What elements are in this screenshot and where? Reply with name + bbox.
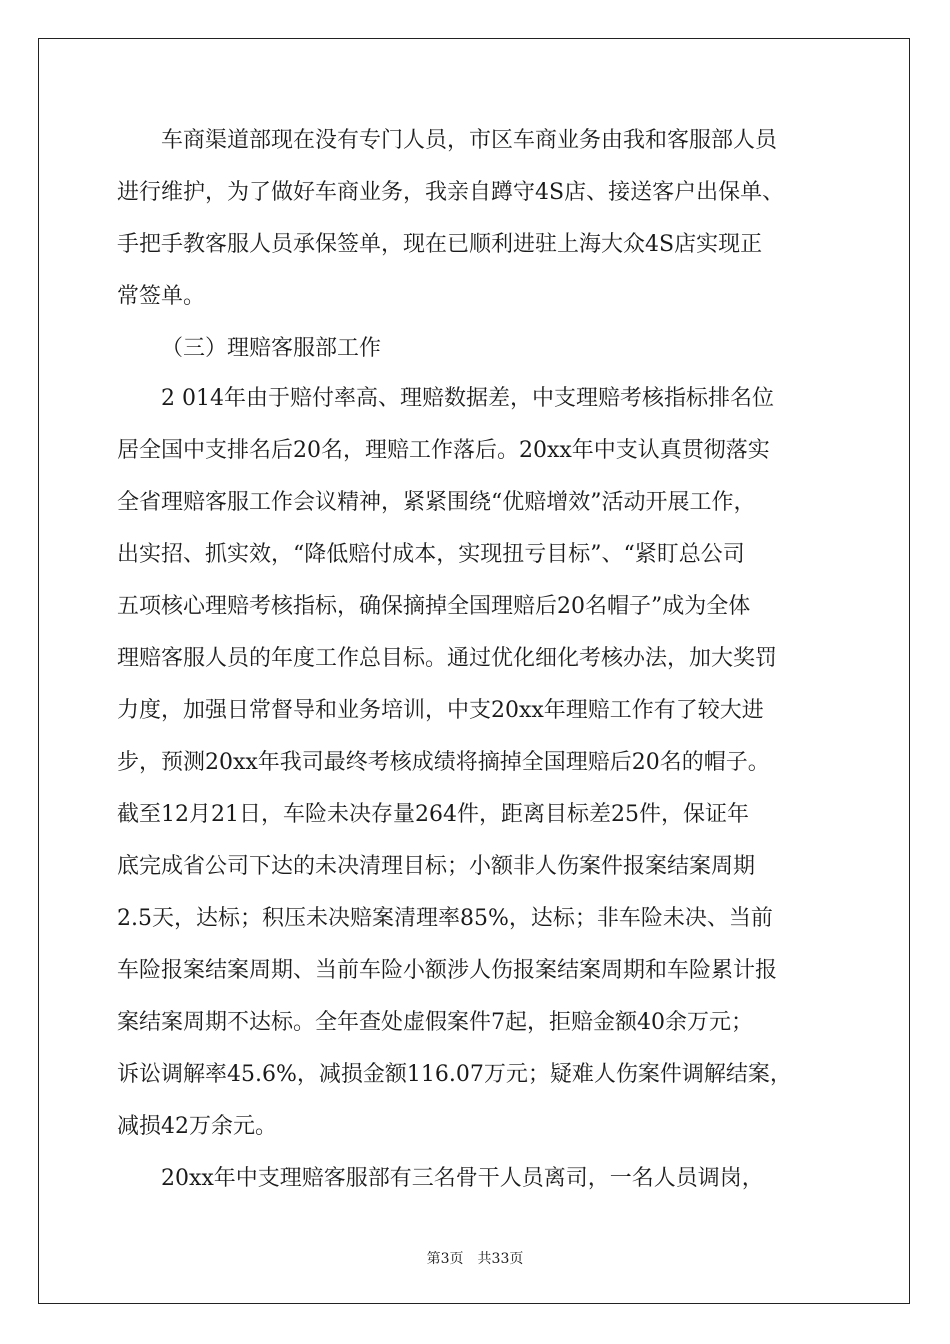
text-line: 常签单。 — [117, 284, 206, 309]
text-line: 车险报案结案周期、当前车险小额涉人伤报案结案周期和车险累计报 — [117, 958, 778, 983]
text-line: 理赔客服人员的年度工作总目标。通过优化细化考核办法，加大奖罚 — [117, 646, 778, 671]
text-line: 2.5天，达标；积压未决赔案清理率85%，达标；非车险未决、当前 — [117, 906, 773, 931]
text-line: 五项核心理赔考核指标，确保摘掉全国理赔后20名帽子”成为全体 — [117, 594, 751, 619]
section-heading: （三）理赔客服部工作 — [161, 336, 382, 361]
page-footer — [0, 1250, 950, 1268]
text-line: 2 014年由于赔付率高、理赔数据差，中支理赔考核指标排名位 — [161, 386, 774, 411]
text-line: 底完成省公司下达的未决清理目标；小额非人伤案件报案结案周期 — [117, 854, 756, 879]
text-line: 诉讼调解率45.6%，减损金额116.07万元；疑难人伤案件调解结案， — [117, 1062, 792, 1087]
page-number: 第3页 — [426, 1251, 464, 1267]
text-line: 减损42万余元。 — [117, 1114, 277, 1139]
text-line: 车商渠道部现在没有专门人员，市区车商业务由我和客服部人员 — [161, 128, 778, 153]
text-line: 进行维护，为了做好车商业务，我亲自蹲守4S店、接送客户出保单、 — [117, 180, 785, 205]
text-line: 20xx年中支理赔客服部有三名骨干人员离司，一名人员调岗， — [161, 1166, 764, 1191]
page-total: 共33页 — [477, 1251, 524, 1267]
text-line: 居全国中支排名后20名，理赔工作落后。20xx年中支认真贯彻落实 — [117, 438, 770, 463]
text-line: 全省理赔客服工作会议精神，紧紧围绕“优赔增效”活动开展工作， — [117, 490, 756, 515]
text-line: 力度，加强日常督导和业务培训，中支20xx年理赔工作有了较大进 — [117, 698, 764, 723]
text-line: 手把手教客服人员承保签单，现在已顺利进驻上海大众4S店实现正 — [117, 232, 763, 257]
text-line: 出实招、抓实效，“降低赔付成本，实现扭亏目标”、“紧盯总公司 — [117, 542, 745, 567]
text-line: 步，预测20xx年我司最终考核成绩将摘掉全国理赔后20名的帽子。 — [117, 750, 770, 775]
text-line: 截至12月21日，车险未决存量264件，距离目标差25件，保证年 — [117, 802, 749, 827]
text-line: 案结案周期不达标。全年查处虚假案件7起，拒赔金额40余万元； — [117, 1010, 753, 1035]
